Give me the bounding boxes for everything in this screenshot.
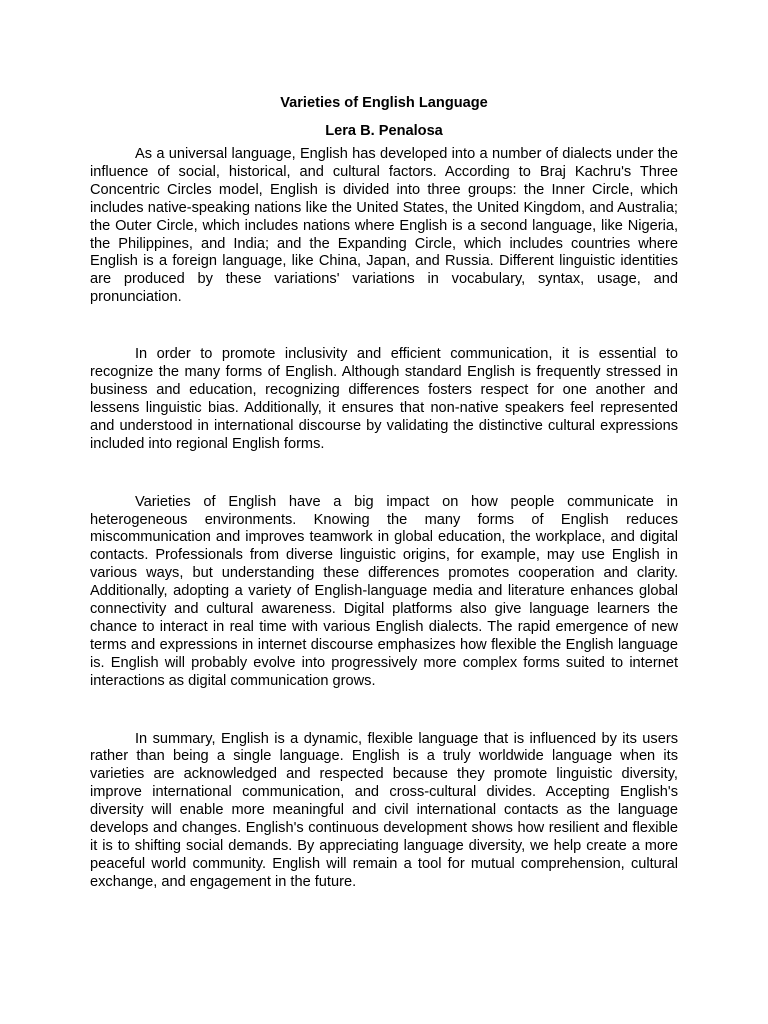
paragraph-1: As a universal language, English has developed into a number of dialects under the influence of social, historical, and cultural factors. According to Braj Kachru's Three Concentric Circles model, English is divided into three groups: the Inner Circle, which includes native-speaking nations like the United States, the United Kingdom, and Australia; the Outer Circle, which includes nations where English is a second language, like Nigeria, the Philippines, and India; and the Expanding Circle, which includes countries where English is a foreign language, like China, Japan, and Russia. Different linguistic identities are produced by these variations' variations in vocabulary, syntax, usage, and pronunciation. bbox=[90, 146, 678, 306]
paragraph-4: In summary, English is a dynamic, flexible language that is influenced by its users rather than being a single language. English is a truly worldwide language when its varieties are acknowledged and respected because they promote linguistic diversity, improve international communication, and cross-cultural divides. Accepting English's diversity will enable more meaningful and civil international contacts as the language develops and changes. English's continuous development shows how resilient and flexible it is to shifting social demands. By appreciating language diversity, we help create a more peaceful world community. English will remain a tool for mutual comprehension, cultural exchange, and engagement in the future. bbox=[90, 730, 678, 890]
document-title: Varieties of English Language bbox=[280, 95, 488, 111]
paragraph-3: Varieties of English have a big impact on how people communicate in heterogeneous environments. Knowing the many forms of English reduces miscommunication and improves teamwork in global education, the workplace, and digital contacts. Professionals from diverse linguistic origins, for example, may use English in various ways, but understanding these differences promotes cooperation and clarity. Additionally, adopting a variety of English-language media and literature enhances global connectivity and cultural awareness. Digital platforms also give language learners the chance to interact in real time with various English dialects. The rapid emergence of new terms and expressions in internet discourse emphasizes how flexible the English language is. English will probably evolve into progressively more complex forms suited to internet interactions as digital communication grows. bbox=[90, 493, 678, 689]
paragraph-2: In order to promote inclusivity and efficient communication, it is essential to recognize the many forms of English. Although standard English is frequently stressed in business and education, recognizing differences fosters respect for one another and lessens linguistic bias. Additionally, it ensures that non-native speakers feel represented and understood in international discourse by validating the distinctive cultural expressions included into regional English forms. bbox=[90, 346, 678, 452]
document-page bbox=[90, 91, 678, 892]
document-author: Lera B. Penalosa bbox=[325, 123, 443, 139]
